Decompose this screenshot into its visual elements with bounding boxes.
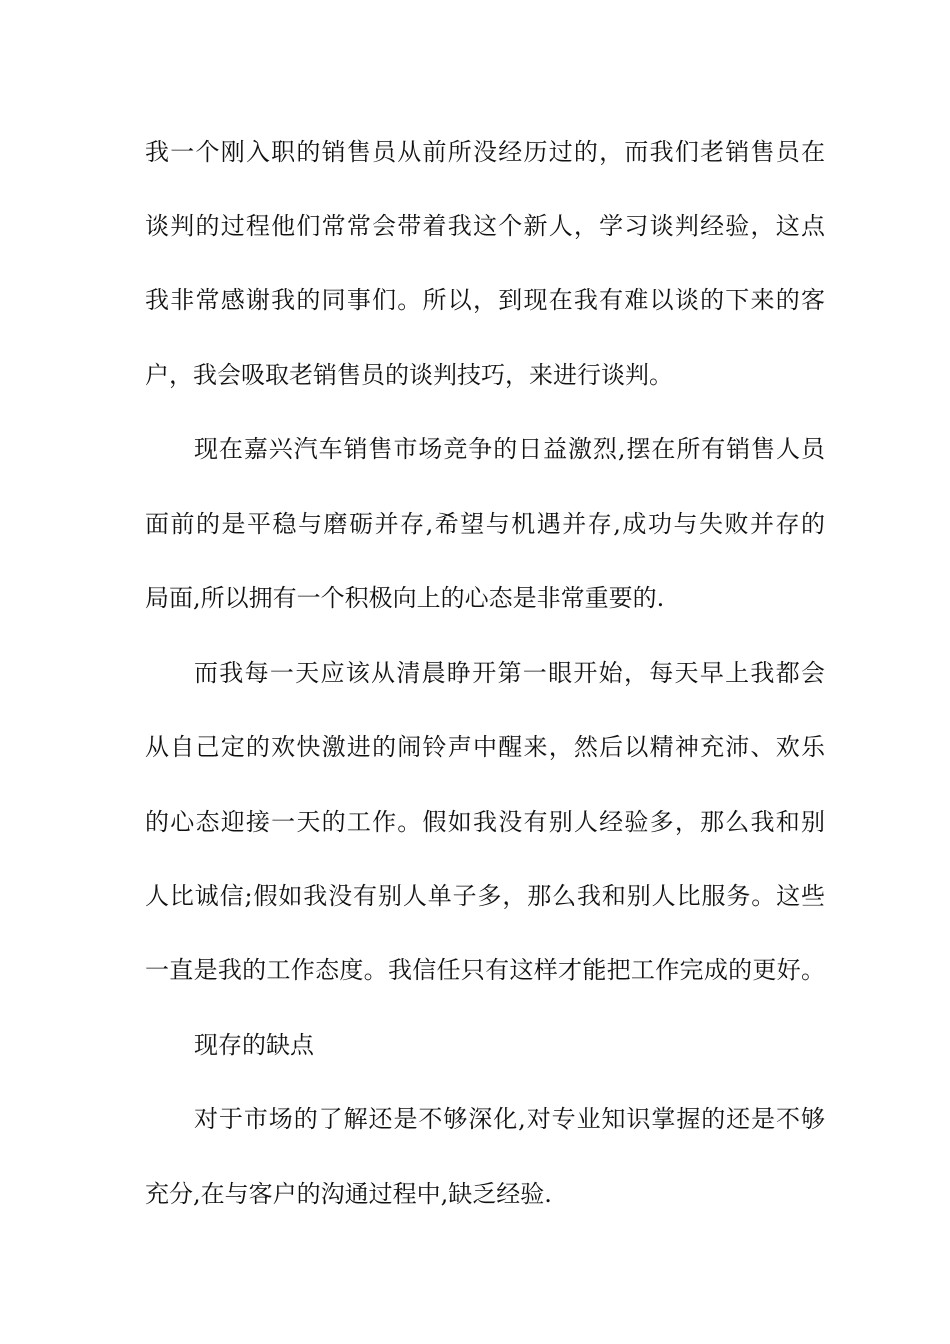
paragraph-line: 我一个刚入职的销售员从前所没经历过的，而我们老销售员在 [145, 138, 825, 166]
paragraph-line: 的心态迎接一天的工作。假如我没有别人经验多，那么我和别 [145, 808, 825, 836]
paragraph-line: 从自己定的欢快激进的闹铃声中醒来，然后以精神充沛、欢乐 [145, 733, 825, 761]
paragraph-line: 对于市场的了解还是不够深化,对专业知识掌握的还是不够 [194, 1105, 825, 1133]
paragraph-line: 人比诚信;假如我没有别人单子多，那么我和别人比服务。这些 [145, 882, 825, 910]
paragraph-line: 面前的是平稳与磨砺并存,希望与机遇并存,成功与失败并存的 [145, 510, 825, 538]
paragraph-line: 户，我会吸取老销售员的谈判技巧，来进行谈判。 [145, 361, 673, 389]
paragraph-line: 充分,在与客户的沟通过程中,缺乏经验. [145, 1180, 552, 1208]
paragraph-line: 谈判的过程他们常常会带着我这个新人，学习谈判经验，这点 [145, 212, 825, 240]
paragraph-line: 我非常感谢我的同事们。所以，到现在我有难以谈的下来的客 [145, 286, 825, 314]
paragraph-line: 现在嘉兴汽车销售市场竞争的日益激烈,摆在所有销售人员 [194, 435, 825, 463]
paragraph-line: 一直是我的工作态度。我信任只有这样才能把工作完成的更好。 [145, 956, 825, 984]
paragraph-line: 而我每一天应该从清晨睁开第一眼开始，每天早上我都会 [194, 659, 825, 687]
section-heading: 现存的缺点 [194, 1031, 314, 1059]
paragraph-line: 局面,所以拥有一个积极向上的心态是非常重要的. [145, 584, 665, 612]
